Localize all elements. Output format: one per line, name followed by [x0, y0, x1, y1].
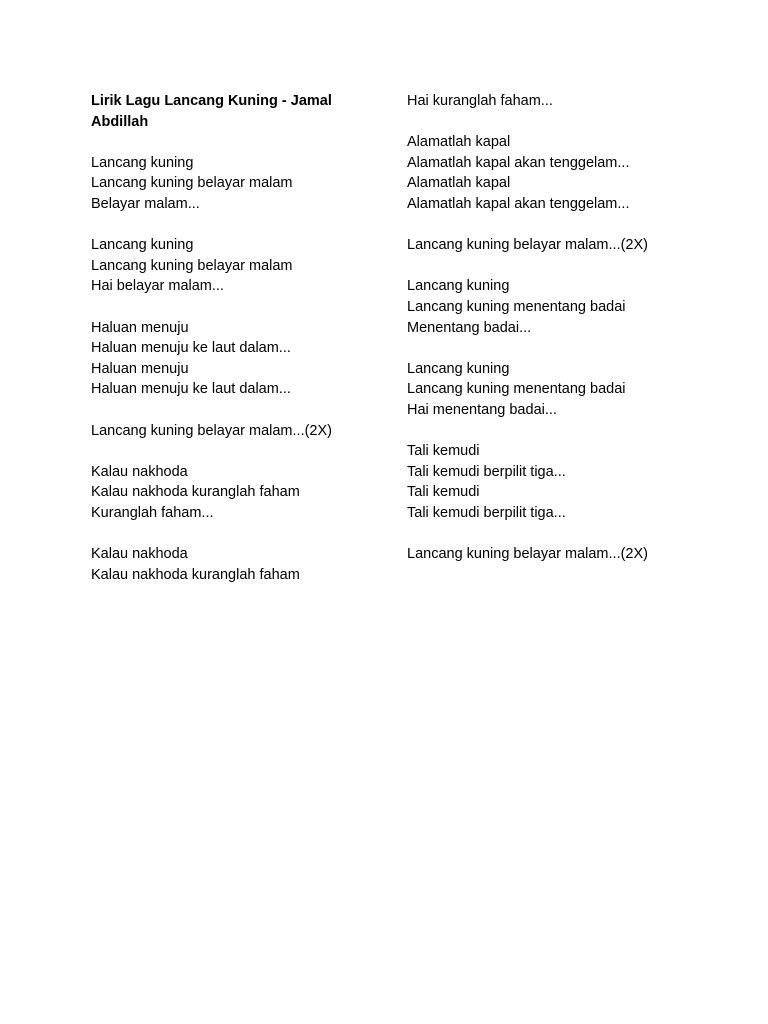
lyrics-left-column: [91, 91, 381, 585]
right-blank-line: [407, 338, 737, 359]
left-lyric-line: Kalau nakhoda: [91, 546, 188, 563]
right-lyric-line: Tali kemudi: [407, 484, 480, 501]
right-lyric-line: Alamatlah kapal: [407, 134, 511, 151]
left-lyric-line: Lancang kuning: [91, 237, 194, 254]
left-blank-line: [91, 441, 381, 462]
left-lyric-line: Haluan menuju: [91, 360, 189, 377]
right-lyric-line: Lancang kuning menentang badai: [407, 381, 626, 398]
right-blank-line: [407, 421, 737, 442]
right-lyric-line: Hai menentang badai...: [407, 401, 557, 418]
left-lyric-line: Haluan menuju ke laut dalam...: [91, 340, 291, 357]
left-lines-container: [91, 132, 381, 585]
right-lyric-line: Alamatlah kapal akan tenggelam...: [407, 195, 630, 212]
right-lyric-line: Alamatlah kapal akan tenggelam...: [407, 154, 630, 171]
right-lyric-line: Menentang badai...: [407, 319, 532, 336]
right-blank-line: [407, 112, 737, 133]
right-lyric-line: Alamatlah kapal: [407, 175, 511, 192]
left-lyric-line: Lancang kuning belayar malam: [91, 257, 293, 274]
left-lyric-line: Belayar malam...: [91, 195, 200, 212]
left-lyric-line: Kuranglah faham...: [91, 504, 214, 521]
left-lyric-line: Haluan menuju: [91, 319, 189, 336]
right-lyric-line: Lancang kuning: [407, 360, 510, 377]
left-lyric-line: Lancang kuning: [91, 154, 194, 171]
right-lyric-line: Tali kemudi: [407, 443, 480, 460]
left-lyric-line: Haluan menuju ke laut dalam...: [91, 381, 291, 398]
right-blank-line: [407, 523, 737, 544]
right-blank-line: [407, 256, 737, 277]
left-blank-line: [91, 132, 381, 153]
left-lyric-line: Hai belayar malam...: [91, 278, 224, 295]
lyrics-right-column: [407, 91, 737, 565]
left-lyric-line: Kalau nakhoda kuranglah faham: [91, 484, 300, 501]
left-lyric-line: Kalau nakhoda kuranglah faham: [91, 566, 300, 583]
right-lyric-line: Lancang kuning: [407, 278, 510, 295]
right-lyric-line: Lancang kuning menentang badai: [407, 298, 626, 315]
right-lines-container: [407, 91, 737, 565]
left-lyric-line: Lancang kuning belayar malam: [91, 175, 293, 192]
right-lyric-line: Lancang kuning belayar malam...(2X): [407, 546, 648, 563]
right-lyric-line: Hai kuranglah faham...: [407, 93, 553, 109]
left-blank-line: [91, 297, 381, 318]
right-lyric-line: Tali kemudi berpilit tiga...: [407, 504, 566, 521]
right-blank-line: [407, 215, 737, 236]
document-title: Lirik Lagu Lancang Kuning - Jamal Abdillah: [91, 93, 332, 130]
left-lyric-line: Kalau nakhoda: [91, 463, 188, 480]
right-lyric-line: Lancang kuning belayar malam...(2X): [407, 237, 648, 254]
left-blank-line: [91, 523, 381, 544]
left-blank-line: [91, 400, 381, 421]
right-lyric-line: Tali kemudi berpilit tiga...: [407, 463, 566, 480]
left-lyric-line: Lancang kuning belayar malam...(2X): [91, 422, 332, 439]
left-blank-line: [91, 215, 381, 236]
